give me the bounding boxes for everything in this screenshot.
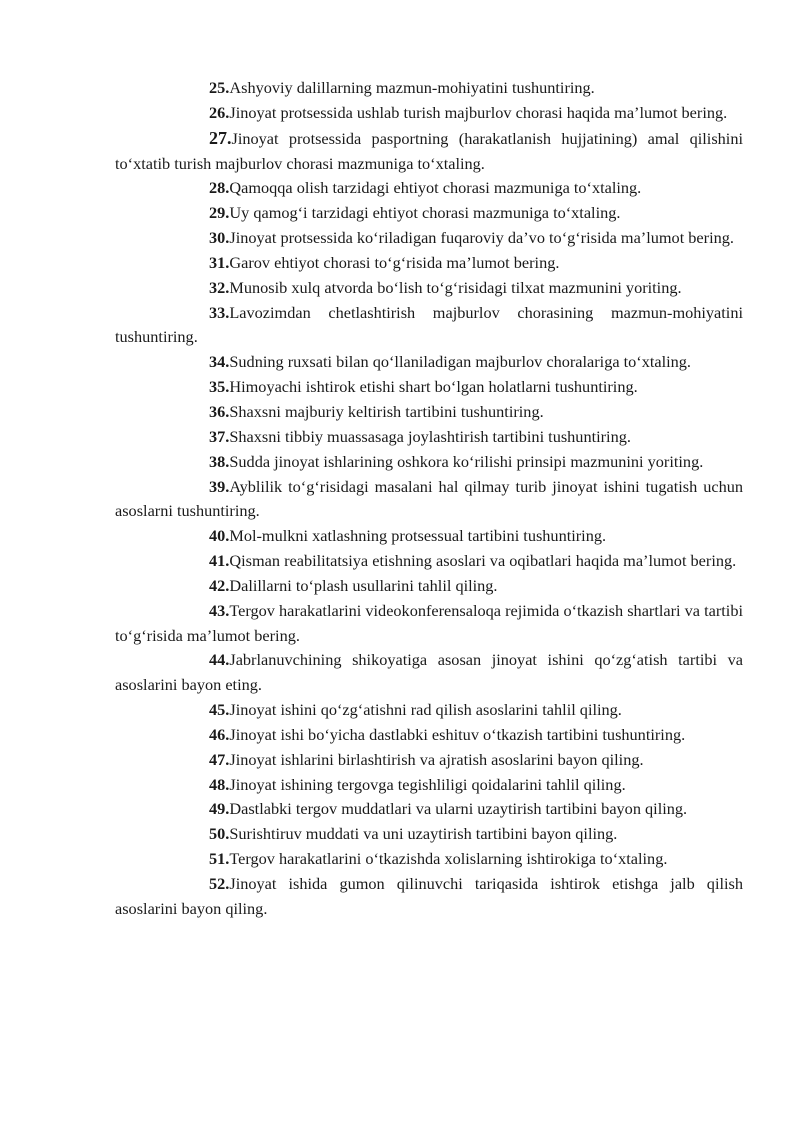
question-item (115, 76, 743, 101)
question-text: Jinoyat protsessida ushlab turish majburlov chorasi haqida ma’lumot bering. (229, 102, 728, 122)
question-number: 37. (209, 426, 230, 446)
question-text: Jinoyat ishining tergovga tegishliligi qoidalarini tahlil qiling. (229, 774, 626, 794)
question-item (115, 251, 743, 276)
question-number: 38. (209, 451, 230, 471)
question-number: 48. (209, 774, 230, 794)
question-text: Ayblilik to‘g‘risidagi masalani hal qilmay turib jinoyat ishini tugatish uchun asoslarni tushuntiring. (115, 476, 743, 521)
question-number: 33. (209, 302, 230, 322)
question-text: Tergov harakatlarini o‘tkazishda xolislarning ishtirokiga to‘xtaling. (229, 849, 668, 869)
question-number: 39. (209, 476, 230, 496)
question-text: Jinoyat ishida gumon qilinuvchi tariqasida ishtirok etishga jalb qilish asoslarini bayon qiling. (115, 874, 743, 918)
question-item (115, 574, 743, 599)
question-text: Surishtiruv muddati va uni uzaytirish tartibini bayon qiling. (229, 824, 618, 844)
question-item (115, 524, 743, 549)
question-item (115, 748, 743, 773)
question-number: 43. (209, 600, 230, 620)
question-item (115, 425, 743, 450)
question-text: Himoyachi ishtirok etishi shart bo‘lgan holatlarni tushuntiring. (229, 377, 638, 397)
question-text: Qisman reabilitatsiya etishning asoslari va oqibatlari haqida ma’lumot bering. (229, 551, 737, 571)
question-number: 29. (209, 203, 230, 223)
question-number: 52. (209, 874, 230, 893)
question-item (115, 226, 743, 251)
question-text: Jinoyat protsessida pasportning (harakatlanish hujjatining) amal qilishini to‘xtatib turish majburlov chorasi mazmuniga to‘xtaling. (115, 128, 743, 173)
question-item (115, 126, 743, 177)
question-item (115, 773, 743, 798)
question-item (115, 350, 743, 375)
question-item (115, 847, 743, 872)
question-text: Jabrlanuvchining shikoyatiga asosan jinoyat ishini qo‘zg‘atish tartibi va asoslarini bayon eting. (115, 650, 743, 695)
question-number: 41. (209, 551, 230, 571)
question-item (115, 475, 743, 525)
question-number: 31. (209, 252, 230, 272)
question-text: Munosib xulq atvorda bo‘lish to‘g‘risidagi tilxat mazmunini yoriting. (229, 277, 682, 297)
question-item (115, 822, 743, 847)
question-item (115, 698, 743, 723)
question-number: 40. (209, 526, 230, 546)
question-item (115, 648, 743, 698)
question-text: Jinoyat ishi bo‘yicha dastlabki eshituv o‘tkazish tartibini tushuntiring. (229, 724, 686, 744)
question-item (115, 375, 743, 400)
question-item (115, 450, 743, 475)
question-number: 49. (209, 799, 230, 819)
question-item (115, 599, 743, 649)
question-item (115, 723, 743, 748)
question-number: 45. (209, 700, 230, 720)
question-text: Sudning ruxsati bilan qo‘llaniladigan majburlov choralariga to‘xtaling. (229, 352, 692, 372)
question-text: Sudda jinoyat ishlarining oshkora ko‘rilishi prinsipi mazmunini yoriting. (229, 451, 704, 471)
question-text: Ashyoviy dalillarning mazmun-mohiyatini tushuntiring. (229, 78, 595, 97)
question-number: 51. (209, 849, 230, 869)
question-text: Jinoyat ishini qo‘zg‘atishni rad qilish asoslarini tahlil qiling. (229, 700, 622, 720)
question-text: Tergov harakatlarini videokonferensaloqa rejimida o‘tkazish shartlari va tartibi to‘g‘risida ma’lumot bering. (115, 600, 743, 645)
question-text: Mol-mulkni xatlashning protsessual tartibini tushuntiring. (229, 526, 607, 546)
question-text: Lavozimdan chetlashtirish majburlov chorasining mazmun-mohiyatini tushuntiring. (115, 302, 743, 347)
question-number: 26. (209, 102, 230, 122)
question-text: Shaxsni tibbiy muassasaga joylashtirish tartibini tushuntiring. (229, 426, 631, 446)
question-item (115, 872, 743, 922)
question-text: Qamoqqa olish tarzidagi ehtiyot chorasi mazmuniga to‘xtaling. (229, 178, 642, 198)
question-number: 46. (209, 724, 230, 744)
question-number: 32. (209, 277, 230, 297)
question-item (115, 276, 743, 301)
question-number: 27. (209, 127, 232, 148)
question-text: Jinoyat protsessida ko‘riladigan fuqaroviy da’vo to‘g‘risida ma’lumot bering. (229, 228, 734, 248)
question-number: 34. (209, 352, 230, 372)
question-number: 44. (209, 650, 230, 670)
question-text: Uy qamog‘i tarzidagi ehtiyot chorasi mazmuniga to‘xtaling. (229, 203, 621, 223)
question-item (115, 101, 743, 126)
question-number: 36. (209, 401, 230, 421)
question-number: 42. (209, 575, 230, 595)
question-number: 47. (209, 749, 230, 769)
question-text: Dastlabki tergov muddatlari va ularni uzaytirish tartibini bayon qiling. (229, 799, 688, 819)
question-text: Jinoyat ishlarini birlashtirish va ajratish asoslarini bayon qiling. (229, 749, 644, 769)
question-item (115, 400, 743, 425)
question-number: 35. (209, 377, 230, 397)
question-text: Shaxsni majburiy keltirish tartibini tushuntiring. (229, 401, 544, 421)
question-text: Dalillarni to‘plash usullarini tahlil qiling. (229, 575, 498, 595)
question-item (115, 176, 743, 201)
question-item (115, 549, 743, 574)
question-number: 30. (209, 228, 230, 248)
question-item (115, 201, 743, 226)
question-number: 50. (209, 824, 230, 844)
question-number: 28. (209, 178, 230, 198)
question-list (115, 76, 743, 922)
question-number: 25. (209, 78, 230, 97)
question-text: Garov ehtiyot chorasi to‘g‘risida ma’lumot bering. (229, 252, 560, 272)
question-item (115, 301, 743, 351)
question-item (115, 797, 743, 822)
